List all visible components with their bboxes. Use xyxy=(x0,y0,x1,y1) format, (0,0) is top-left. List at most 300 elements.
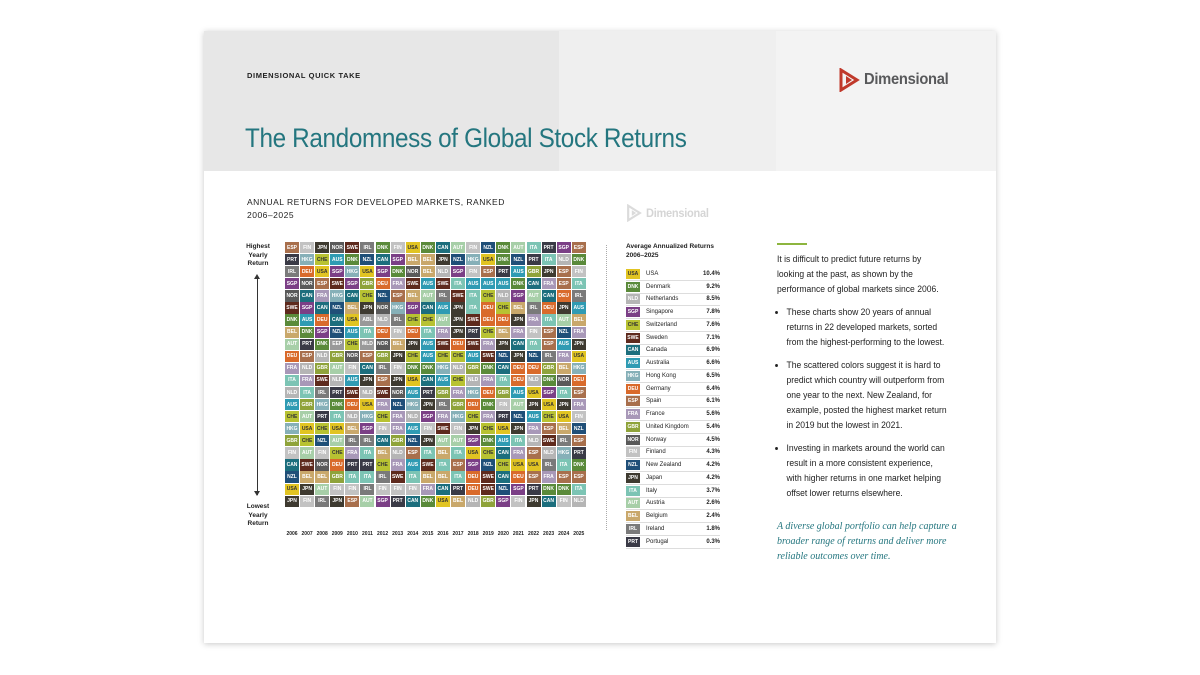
watermark-wordmark: Dimensional xyxy=(646,206,709,220)
grid-cell-2011-rank-16: SGP xyxy=(360,423,374,434)
grid-cell-2021-rank-14: AUT xyxy=(511,399,525,410)
country-code-badge: NLD xyxy=(627,296,639,303)
grid-cell-2010-rank-20: ITA xyxy=(345,471,359,482)
grid-cell-2014-rank-4: SWE xyxy=(406,278,420,289)
grid-cell-2017-rank-16: FIN xyxy=(451,423,465,434)
grid-cell-2025-rank-1: ESP xyxy=(572,242,586,253)
grid-cell-2010-rank-4: SGP xyxy=(345,278,359,289)
grid-cell-2007-rank-1: FIN xyxy=(300,242,314,253)
grid-cell-2013-rank-20: SWE xyxy=(391,471,405,482)
grid-cell-2008-rank-9: DNK xyxy=(315,339,329,350)
grid-cell-2018-rank-9: SWE xyxy=(466,339,480,350)
average-return-value: 2.4% xyxy=(706,513,720,520)
pull-quote: A diverse global portfolio can help capture a broader range of returns and deliver more reliable outcomes over time. xyxy=(777,521,957,562)
grid-cell-2024-rank-3: ESP xyxy=(557,266,571,277)
country-name: Ireland xyxy=(646,525,665,532)
grid-cell-2020-rank-21: NZL xyxy=(496,484,510,495)
country-name: Italy xyxy=(646,487,658,494)
grid-cell-2009-rank-14: DNK xyxy=(330,399,344,410)
grid-cell-2007-rank-4: NOR xyxy=(300,278,314,289)
grid-cell-2023-rank-22: CAN xyxy=(542,496,556,507)
grid-cell-2022-rank-15: AUS xyxy=(527,411,541,422)
grid-cell-2011-rank-18: ITA xyxy=(360,447,374,458)
grid-cell-2022-rank-3: GBR xyxy=(527,266,541,277)
grid-cell-2006-rank-1: ESP xyxy=(285,242,299,253)
country-code-badge: IRL xyxy=(626,524,640,534)
grid-cell-2021-rank-13: AUS xyxy=(511,387,525,398)
grid-cell-2006-rank-14: AUS xyxy=(285,399,299,410)
grid-cell-2020-rank-6: CHE xyxy=(496,302,510,313)
average-row-nld xyxy=(626,294,720,307)
grid-cell-2007-rank-5: CAN xyxy=(300,290,314,301)
grid-cell-2017-rank-13: FRA xyxy=(451,387,465,398)
year-label-2011: 2011 xyxy=(362,531,373,537)
average-return-value: 9.2% xyxy=(706,283,720,290)
average-return-value: 8.5% xyxy=(706,296,720,303)
grid-cell-2010-rank-18: FRA xyxy=(345,447,359,458)
grid-cell-2023-rank-1: PRT xyxy=(542,242,556,253)
grid-cell-2013-rank-14: NZL xyxy=(391,399,405,410)
grid-cell-2015-rank-19: SWE xyxy=(421,459,435,470)
grid-cell-2020-rank-12: ITA xyxy=(496,375,510,386)
year-label-2024: 2024 xyxy=(558,531,570,537)
grid-cell-2019-rank-12: FRA xyxy=(481,375,495,386)
year-labels xyxy=(285,531,586,537)
grid-cell-2021-rank-15: NZL xyxy=(511,411,525,422)
grid-cell-2013-rank-18: NLD xyxy=(391,447,405,458)
average-return-value: 4.2% xyxy=(706,462,720,469)
grid-cell-2014-rank-16: AUS xyxy=(406,423,420,434)
grid-cell-2020-rank-1: DNK xyxy=(496,242,510,253)
grid-cell-2025-rank-7: BEL xyxy=(572,314,586,325)
country-code-badge: JPN xyxy=(626,473,640,483)
grid-cell-2006-rank-15: CHE xyxy=(285,411,299,422)
grid-cell-2014-rank-3: NOR xyxy=(406,266,420,277)
bullet-item: • The scattered colors suggest it is hard to predict which country will outperform from one year to the next. New Zealand, for example, posted the highest market return in 2019 but the lowest in 2021. xyxy=(787,358,949,433)
grid-cell-2020-rank-19: CHE xyxy=(496,459,510,470)
grid-cell-2017-rank-22: BEL xyxy=(451,496,465,507)
grid-cell-2023-rank-21: DNK xyxy=(542,484,556,495)
grid-cell-2017-rank-12: CHE xyxy=(451,375,465,386)
grid-cell-2015-rank-8: ITA xyxy=(421,327,435,338)
grid-cell-2014-rank-15: NLD xyxy=(406,411,420,422)
grid-cell-2015-rank-17: JPN xyxy=(421,435,435,446)
grid-cell-2020-rank-3: PRT xyxy=(496,266,510,277)
grid-cell-2007-rank-12: FRA xyxy=(300,375,314,386)
grid-cell-2020-rank-10: NZL xyxy=(496,351,510,362)
grid-cell-2007-rank-19: SWE xyxy=(300,459,314,470)
grid-cell-2018-rank-6: ITA xyxy=(466,302,480,313)
grid-cell-2012-rank-5: NZL xyxy=(376,290,390,301)
grid-cell-2011-rank-6: JPN xyxy=(360,302,374,313)
grid-cell-2025-rank-12: DEU xyxy=(572,375,586,386)
grid-cell-2015-rank-1: DNK xyxy=(421,242,435,253)
grid-cell-2006-rank-7: DNK xyxy=(285,314,299,325)
grid-cell-2024-rank-7: AUT xyxy=(557,314,571,325)
average-return-value: 0.3% xyxy=(706,538,720,545)
grid-cell-2014-rank-20: ITA xyxy=(406,471,420,482)
grid-cell-2020-rank-8: BEL xyxy=(496,327,510,338)
average-row-usa xyxy=(626,268,720,281)
grid-cell-2007-rank-7: AUS xyxy=(300,314,314,325)
grid-cell-2024-rank-15: USA xyxy=(557,411,571,422)
grid-cell-2008-rank-1: JPN xyxy=(315,242,329,253)
grid-cell-2017-rank-11: NLD xyxy=(451,363,465,374)
grid-cell-2010-rank-5: CAN xyxy=(345,290,359,301)
grid-cell-2018-rank-18: USA xyxy=(466,447,480,458)
grid-cell-2020-rank-20: CAN xyxy=(496,471,510,482)
grid-cell-2011-rank-3: USA xyxy=(360,266,374,277)
grid-cell-2007-rank-2: HKG xyxy=(300,254,314,265)
grid-cell-2006-rank-19: CAN xyxy=(285,459,299,470)
year-label-2018: 2018 xyxy=(467,531,479,537)
grid-cell-2025-rank-19: DNK xyxy=(572,459,586,470)
year-label-2022: 2022 xyxy=(527,531,540,537)
grid-cell-2009-rank-4: SWE xyxy=(330,278,344,289)
country-code-badge: NOR xyxy=(627,436,639,443)
grid-cell-2023-rank-14: USA xyxy=(542,399,556,410)
grid-cell-2015-rank-18: ITA xyxy=(421,447,435,458)
grid-cell-2008-rank-11: GBR xyxy=(315,363,329,374)
grid-cell-2016-rank-11: HKG xyxy=(436,363,450,374)
grid-cell-2008-rank-7: DEU xyxy=(315,314,329,325)
grid-cell-2020-rank-16: USA xyxy=(496,423,510,434)
grid-cell-2013-rank-17: GBR xyxy=(391,435,405,446)
grid-cell-2021-rank-8: FRA xyxy=(511,327,525,338)
grid-cell-2007-rank-22: FIN xyxy=(300,496,314,507)
grid-cell-2022-rank-7: FRA xyxy=(527,314,541,325)
grid-cell-2018-rank-10: AUS xyxy=(466,351,480,362)
grid-cell-2008-rank-10: NLD xyxy=(315,351,329,362)
grid-cell-2009-rank-7: CAN xyxy=(330,314,344,325)
average-row-can xyxy=(626,345,720,358)
grid-cell-2017-rank-19: ESP xyxy=(451,459,465,470)
grid-cell-2014-rank-17: NZL xyxy=(406,435,420,446)
grid-cell-2016-rank-13: GBR xyxy=(436,387,450,398)
average-row-hkg xyxy=(626,370,720,383)
country-name: France xyxy=(646,411,665,418)
country-name: Denmark xyxy=(646,283,671,290)
grid-cell-2007-rank-17: CHE xyxy=(300,435,314,446)
grid-cell-2016-rank-14: IRL xyxy=(436,399,450,410)
grid-cell-2022-rank-18: ESP xyxy=(527,447,541,458)
country-name: Spain xyxy=(646,398,662,405)
grid-cell-2014-rank-22: CAN xyxy=(406,496,420,507)
grid-cell-2023-rank-9: ESP xyxy=(542,339,556,350)
grid-cell-2008-rank-2: CHE xyxy=(315,254,329,265)
grid-cell-2015-rank-6: CAN xyxy=(421,302,435,313)
average-row-fin xyxy=(626,447,720,460)
grid-cell-2018-rank-4: AUS xyxy=(466,278,480,289)
grid-cell-2014-rank-1: USA xyxy=(406,242,420,253)
grid-cell-2015-rank-10: AUS xyxy=(421,351,435,362)
grid-cell-2022-rank-2: PRT xyxy=(527,254,541,265)
grid-cell-2010-rank-1: SWE xyxy=(345,242,359,253)
grid-cell-2025-rank-13: ESP xyxy=(572,387,586,398)
country-code-badge: DEU xyxy=(627,385,639,392)
grid-cell-2012-rank-17: CAN xyxy=(376,435,390,446)
arrow-down-icon xyxy=(254,491,260,496)
grid-cell-2016-rank-1: CAN xyxy=(436,242,450,253)
grid-cell-2019-rank-4: AUS xyxy=(481,278,495,289)
average-return-value: 6.1% xyxy=(706,398,720,405)
grid-cell-2011-rank-4: GBR xyxy=(360,278,374,289)
grid-cell-2024-rank-6: JPN xyxy=(557,302,571,313)
grid-cell-2020-rank-13: GBR xyxy=(496,387,510,398)
year-label-2008: 2008 xyxy=(316,531,328,537)
grid-cell-2010-rank-9: CHE xyxy=(345,339,359,350)
grid-cell-2018-rank-21: DEU xyxy=(466,484,480,495)
grid-cell-2010-rank-14: DEU xyxy=(345,399,359,410)
grid-cell-2019-rank-21: SWE xyxy=(481,484,495,495)
grid-cell-2021-rank-10: JPN xyxy=(511,351,525,362)
grid-cell-2025-rank-8: FRA xyxy=(572,327,586,338)
grid-cell-2023-rank-16: ESP xyxy=(542,423,556,434)
average-row-nor xyxy=(626,434,720,447)
country-name: Singapore xyxy=(646,309,674,316)
grid-cell-2021-rank-11: DEU xyxy=(511,363,525,374)
grid-cell-2013-rank-5: ESP xyxy=(391,290,405,301)
grid-cell-2017-rank-6: JPN xyxy=(451,302,465,313)
grid-cell-2013-rank-2: SGP xyxy=(391,254,405,265)
grid-cell-2021-rank-5: SGP xyxy=(511,290,525,301)
grid-cell-2011-rank-7: ABL xyxy=(360,314,374,325)
grid-cell-2019-rank-20: SWE xyxy=(481,471,495,482)
grid-cell-2023-rank-6: DEU xyxy=(542,302,556,313)
grid-cell-2024-rank-21: DNK xyxy=(557,484,571,495)
grid-cell-2012-rank-8: DEU xyxy=(376,327,390,338)
grid-cell-2022-rank-1: ITA xyxy=(527,242,541,253)
average-return-value: 4.2% xyxy=(706,474,720,481)
country-name: Germany xyxy=(646,385,671,392)
average-return-value: 4.3% xyxy=(706,449,720,456)
ranked-returns-grid xyxy=(285,242,586,507)
kicker-label: DIMENSIONAL QUICK TAKE xyxy=(247,71,361,80)
grid-cell-2013-rank-15: FRA xyxy=(391,411,405,422)
grid-cell-2015-rank-22: DNK xyxy=(421,496,435,507)
grid-cell-2018-rank-7: SWE xyxy=(466,314,480,325)
country-name: Hong Kong xyxy=(646,372,677,379)
grid-cell-2023-rank-4: FRA xyxy=(542,278,556,289)
grid-cell-2025-rank-14: FRA xyxy=(572,399,586,410)
grid-cell-2024-rank-20: ESP xyxy=(557,471,571,482)
grid-cell-2014-rank-6: SGP xyxy=(406,302,420,313)
grid-cell-2019-rank-2: USA xyxy=(481,254,495,265)
grid-cell-2011-rank-5: CHE xyxy=(360,290,374,301)
grid-cell-2017-rank-15: HKG xyxy=(451,411,465,422)
country-code-badge: FRA xyxy=(627,411,639,418)
grid-cell-2008-rank-17: NZL xyxy=(315,435,329,446)
grid-cell-2020-rank-14: FIN xyxy=(496,399,510,410)
grid-cell-2012-rank-9: NOR xyxy=(376,339,390,350)
grid-cell-2014-rank-10: CHE xyxy=(406,351,420,362)
grid-cell-2019-rank-19: NZL xyxy=(481,459,495,470)
average-return-value: 5.4% xyxy=(706,423,720,430)
average-row-gbr xyxy=(626,421,720,434)
grid-cell-2017-rank-17: AUT xyxy=(451,435,465,446)
grid-cell-2015-rank-7: CHE xyxy=(421,314,435,325)
year-label-2017: 2017 xyxy=(452,531,464,537)
grid-cell-2007-rank-15: AUT xyxy=(300,411,314,422)
grid-cell-2016-rank-22: USA xyxy=(436,496,450,507)
dimensional-logo-icon xyxy=(838,68,860,92)
watermark-logo xyxy=(626,204,714,222)
body-text xyxy=(777,252,948,509)
intro-paragraph: It is difficult to predict future returns by looking at the past, as shown by the performance of global markets since 2006. xyxy=(777,254,939,294)
grid-cell-2021-rank-6: BEL xyxy=(511,302,525,313)
year-label-2006: 2006 xyxy=(286,531,298,537)
grid-cell-2015-rank-2: BEL xyxy=(421,254,435,265)
grid-cell-2007-rank-9: PRT xyxy=(300,339,314,350)
country-name: United Kingdom xyxy=(646,423,689,430)
grid-cell-2010-rank-22: ESP xyxy=(345,496,359,507)
grid-cell-2009-rank-8: NZL xyxy=(330,327,344,338)
grid-cell-2019-rank-6: DEU xyxy=(481,302,495,313)
brand-logo xyxy=(838,68,956,92)
year-label-2021: 2021 xyxy=(512,531,524,537)
grid-cell-2012-rank-18: BEL xyxy=(376,447,390,458)
grid-cell-2019-rank-18: CHE xyxy=(481,447,495,458)
grid-cell-2017-rank-14: GBR xyxy=(451,399,465,410)
grid-cell-2016-rank-10: CHE xyxy=(436,351,450,362)
grid-cell-2019-rank-10: SWE xyxy=(481,351,495,362)
grid-cell-2009-rank-19: DEU xyxy=(330,459,344,470)
grid-cell-2008-rank-19: NOR xyxy=(315,459,329,470)
grid-cell-2008-rank-3: USA xyxy=(315,266,329,277)
grid-cell-2019-rank-9: FRA xyxy=(481,339,495,350)
grid-cell-2007-rank-3: DEU xyxy=(300,266,314,277)
country-code-badge: CHE xyxy=(627,321,639,328)
grid-cell-2008-rank-14: HKG xyxy=(315,399,329,410)
grid-cell-2024-rank-5: DEU xyxy=(557,290,571,301)
grid-cell-2022-rank-5: AUT xyxy=(527,290,541,301)
grid-cell-2021-rank-20: DEU xyxy=(511,471,525,482)
averages-title: Average Annualized Returns 2006–2025 xyxy=(626,243,715,259)
grid-cell-2016-rank-2: JPN xyxy=(436,254,450,265)
country-name: Norway xyxy=(646,436,667,443)
grid-cell-2007-rank-13: ITA xyxy=(300,387,314,398)
grid-cell-2012-rank-15: CHE xyxy=(376,411,390,422)
grid-cell-2015-rank-13: PRT xyxy=(421,387,435,398)
grid-cell-2023-rank-5: CAN xyxy=(542,290,556,301)
year-label-2019: 2019 xyxy=(482,531,494,537)
grid-cell-2011-rank-20: ITA xyxy=(360,471,374,482)
grid-cell-2021-rank-17: ITA xyxy=(511,435,525,446)
grid-cell-2019-rank-15: FRA xyxy=(481,411,495,422)
bullet-item: • These charts show 20 years of annual returns in 22 developed markets, sorted from the highest-performing to the lowest. xyxy=(787,305,949,350)
grid-cell-2023-rank-3: JPN xyxy=(542,266,556,277)
country-code-badge: ESP xyxy=(627,398,638,405)
country-code-badge: GBR xyxy=(627,423,639,430)
grid-cell-2024-rank-8: NZL xyxy=(557,327,571,338)
grid-cell-2007-rank-21: JPN xyxy=(300,484,314,495)
grid-cell-2022-rank-11: DEU xyxy=(527,363,541,374)
logo-wordmark: Dimensional xyxy=(864,71,949,88)
grid-cell-2007-rank-11: NLD xyxy=(300,363,314,374)
country-code-badge: USA xyxy=(627,270,639,277)
year-label-2012: 2012 xyxy=(377,531,389,537)
grid-cell-2019-rank-7: DEU xyxy=(481,314,495,325)
year-label-2009: 2009 xyxy=(331,531,343,537)
grid-cell-2021-rank-19: USA xyxy=(511,459,525,470)
grid-cell-2006-rank-22: JPN xyxy=(285,496,299,507)
grid-cell-2022-rank-14: JPN xyxy=(527,399,541,410)
grid-cell-2011-rank-13: NLD xyxy=(360,387,374,398)
grid-cell-2022-rank-22: JPN xyxy=(527,496,541,507)
averages-list xyxy=(626,268,720,549)
grid-cell-2020-rank-15: PRT xyxy=(496,411,510,422)
grid-cell-2023-rank-10: IRL xyxy=(542,351,556,362)
grid-cell-2013-rank-21: FIN xyxy=(391,484,405,495)
average-return-value: 4.5% xyxy=(706,436,720,443)
grid-cell-2020-rank-18: CAN xyxy=(496,447,510,458)
grid-cell-2025-rank-17: ESP xyxy=(572,435,586,446)
grid-cell-2012-rank-13: SWE xyxy=(376,387,390,398)
grid-cell-2013-rank-13: NOR xyxy=(391,387,405,398)
grid-cell-2016-rank-7: AUT xyxy=(436,314,450,325)
grid-cell-2025-rank-21: ITA xyxy=(572,484,586,495)
grid-cell-2012-rank-4: DEU xyxy=(376,278,390,289)
grid-cell-2024-rank-16: BEL xyxy=(557,423,571,434)
grid-cell-2011-rank-12: JPN xyxy=(360,375,374,386)
country-code-badge: SWE xyxy=(627,334,639,341)
country-code-badge: BEL xyxy=(628,513,638,520)
grid-cell-2006-rank-9: AUT xyxy=(285,339,299,350)
average-row-nzl xyxy=(626,459,720,472)
grid-cell-2018-rank-15: CHE xyxy=(466,411,480,422)
document-page xyxy=(204,31,996,643)
average-return-value: 7.8% xyxy=(706,309,720,316)
grid-cell-2013-rank-6: HKG xyxy=(391,302,405,313)
grid-cell-2015-rank-3: BEL xyxy=(421,266,435,277)
grid-cell-2013-rank-19: FRA xyxy=(391,459,405,470)
grid-cell-2024-rank-11: BEL xyxy=(557,363,571,374)
grid-cell-2008-rank-21: AUT xyxy=(315,484,329,495)
grid-cell-2014-rank-5: BEL xyxy=(406,290,420,301)
year-label-2013: 2013 xyxy=(392,531,404,537)
year-label-2015: 2015 xyxy=(422,531,434,537)
grid-cell-2010-rank-13: SWE xyxy=(345,387,359,398)
grid-cell-2025-rank-6: AUS xyxy=(572,302,586,313)
grid-cell-2007-rank-16: USA xyxy=(300,423,314,434)
country-code-badge: PRT xyxy=(628,538,638,545)
grid-cell-2012-rank-12: ESP xyxy=(376,375,390,386)
grid-cell-2013-rank-3: DNK xyxy=(391,266,405,277)
year-label-2016: 2016 xyxy=(437,531,449,537)
average-row-sgp xyxy=(626,306,720,319)
grid-cell-2024-rank-4: ESP xyxy=(557,278,571,289)
average-return-value: 6.5% xyxy=(706,372,720,379)
chart-subtitle: 2006–2025 xyxy=(247,210,295,220)
grid-cell-2014-rank-18: ESP xyxy=(406,447,420,458)
grid-cell-2009-rank-20: GBR xyxy=(330,471,344,482)
grid-cell-2011-rank-10: ESP xyxy=(360,351,374,362)
grid-cell-2011-rank-21: IRL xyxy=(360,484,374,495)
year-label-2023: 2023 xyxy=(543,531,555,537)
average-return-value: 7.6% xyxy=(706,321,720,328)
grid-cell-2025-rank-10: USA xyxy=(572,351,586,362)
grid-cell-2015-rank-14: JPN xyxy=(421,399,435,410)
grid-cell-2016-rank-5: IRL xyxy=(436,290,450,301)
grid-cell-2011-rank-9: MLD xyxy=(360,339,374,350)
grid-cell-2010-rank-6: BEL xyxy=(345,302,359,313)
country-name: Netherlands xyxy=(646,296,679,303)
grid-cell-2023-rank-13: SGP xyxy=(542,387,556,398)
grid-cell-2009-rank-12: NLD xyxy=(330,375,344,386)
grid-cell-2022-rank-10: NZL xyxy=(527,351,541,362)
grid-cell-2010-rank-21: FIN xyxy=(345,484,359,495)
country-code-badge: ITA xyxy=(626,486,640,496)
